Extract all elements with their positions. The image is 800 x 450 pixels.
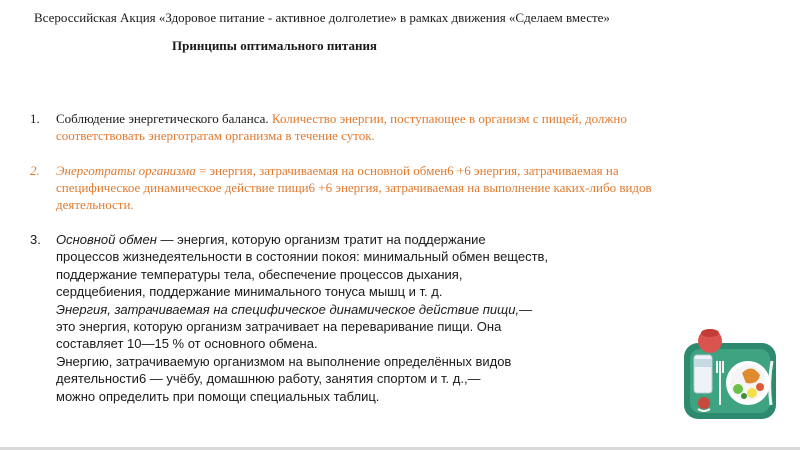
item-text [56,110,690,144]
term-basal-metabolism: Основной обмен [56,232,157,247]
item-text [56,162,690,213]
text-line: поддержание температуры тела, обеспечение процессов дыхания, [56,266,463,282]
item-number: 1. [30,111,40,126]
text-line: деятельности6 — учёбу, домашнюю работу, занятия спортом и т. д.,— [56,371,481,387]
food-tray-icon [680,325,780,425]
item-number: 3. [30,232,41,247]
page-header: Всероссийская Акция «Здоровое питание - активное долголетие» в рамках движения «Сделаем вместе» [34,10,610,25]
text-line: Энергию, затрачиваемую организмом на выполнение определённых видов [56,353,512,369]
page-subtitle: Принципы оптимального питания [172,38,377,53]
list-item [30,110,690,144]
list-item [30,162,690,213]
list-item [30,231,690,405]
item-term: Энерготраты организма [56,163,196,178]
item-lead: Соблюдение энергетического баланса. [56,111,272,126]
principles-list [30,110,690,405]
term-food-dynamic-action: Энергия, затрачиваемая на специфическое динамическое действие пищи,— [56,301,533,317]
text-line: составляет 10—15 % от основного обмена. [56,336,318,352]
text-line: процессов жизнедеятельности в состоянии покоя: минимальный обмен веществ, [56,249,549,265]
item-definition: = энергия, затрачиваемая на основной обмен6 +6 энергия, затрачиваемая на специфическое динамическое действие пищи6 +6 энергия, затрачиваемая на выполнение каких-либо видов деятельности. [56,163,652,212]
item-number: 2. [30,163,40,178]
text-line: это энергия, которую организм затрачивает на переваривание пищи. Она [56,319,502,335]
text-line: сердцебиения, поддержание минимального тонуса мышц и т. д. [56,284,443,300]
item-text [56,231,690,405]
item-highlight: Количество энергии, поступающее в организм с пищей, должно соответствовать энерготратам организма в течение суток. [56,111,627,143]
text-line: можно определить при помощи специальных таблиц. [56,388,380,404]
text-line: — энергия, которую организм тратит на поддержание [156,232,486,247]
